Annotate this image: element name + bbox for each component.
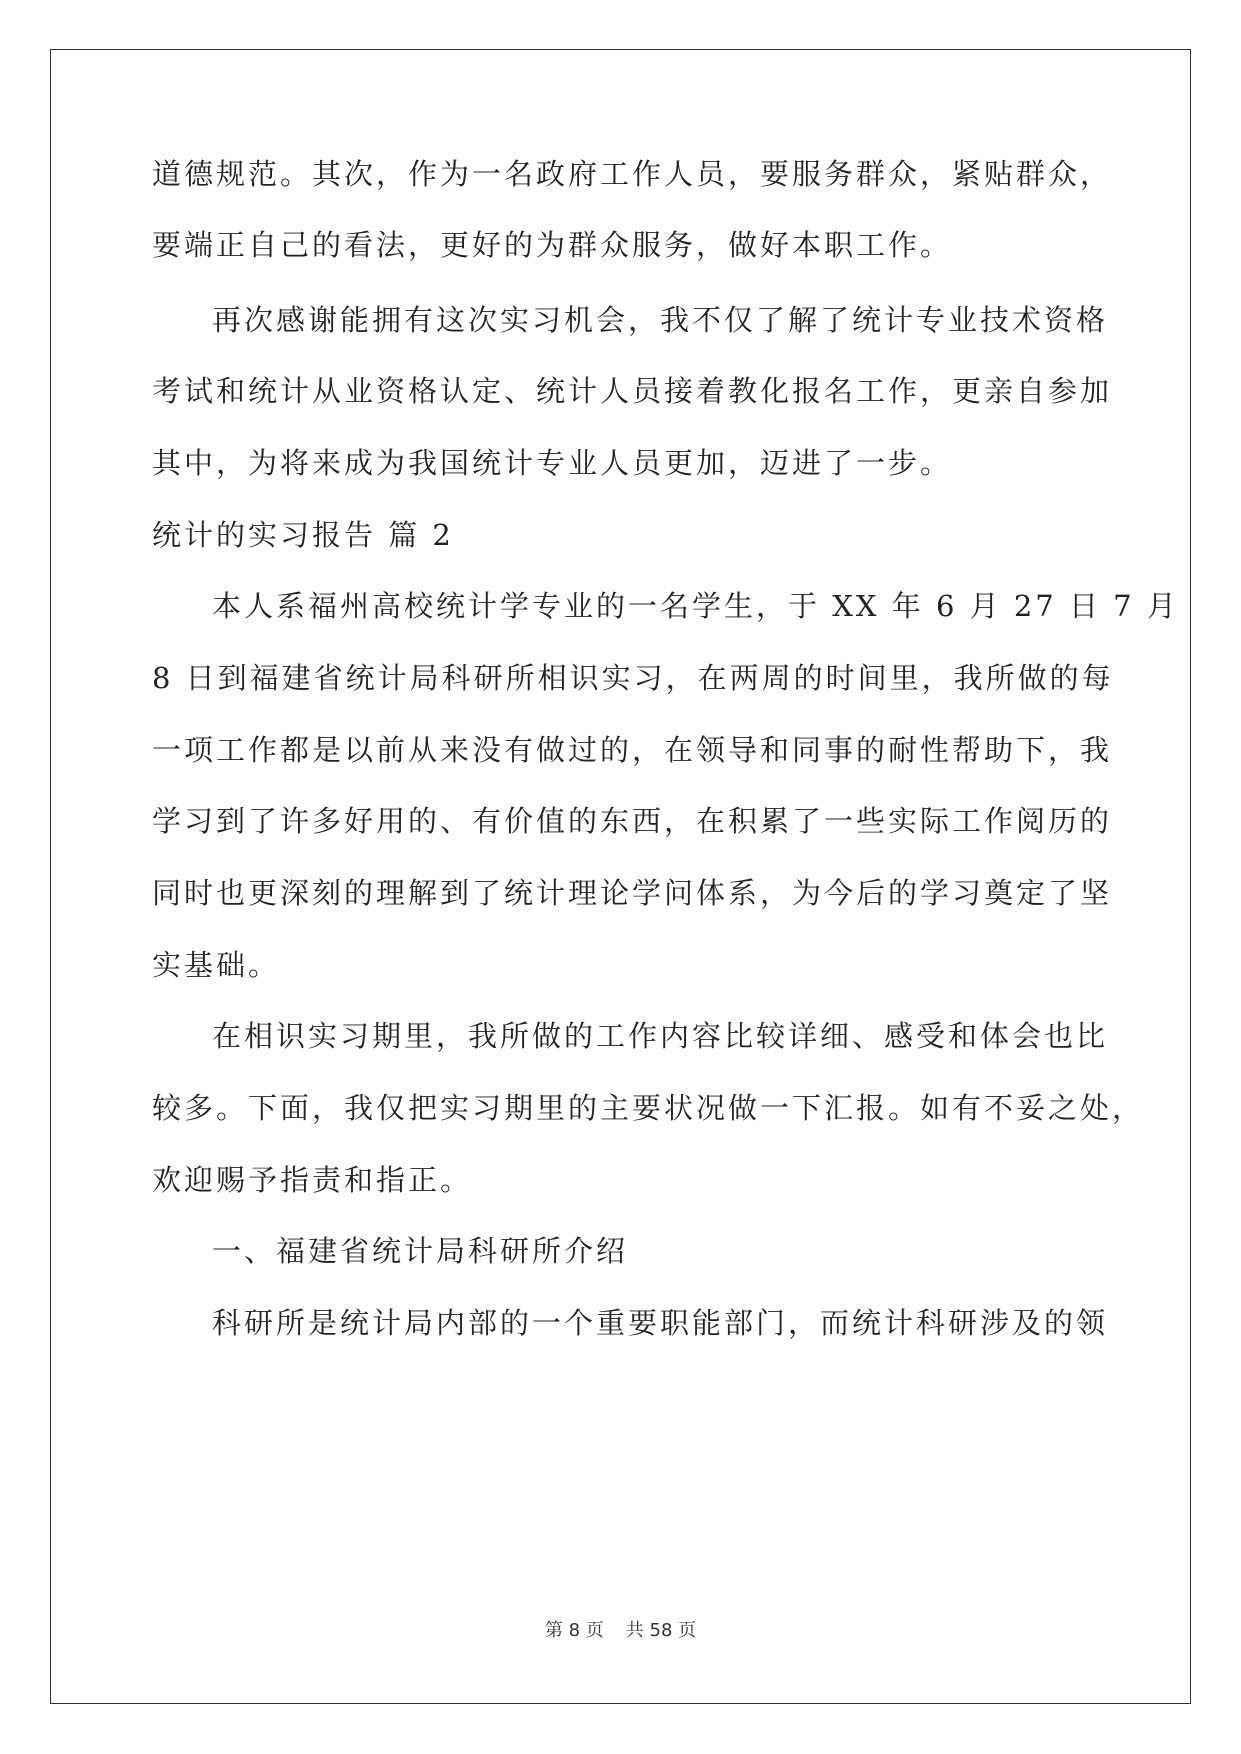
text-line: 一项工作都是以前从来没有做过的，在领导和同事的耐性帮助下，我 [152,733,1113,767]
page-total: 共 58 页 [625,1620,697,1641]
text-line: 本人系福州高校统计学专业的一名学生，于 XX 年 6 月 27 日 7 月 [212,589,1179,623]
page-footer [0,1616,1241,1642]
text-line: 其中，为将来成为我国统计专业人员更加，迈进了一步。 [152,446,953,480]
page-number: 第 8 页 [544,1620,604,1641]
text-line: 实基础。 [152,948,281,982]
text-line: 考试和统计从业资格认定、统计人员接着教化报名工作，更亲自参加 [152,374,1113,408]
text-line: 8 日到福建省统计局科研所相识实习，在两周的时间里，我所做的每 [152,661,1114,695]
text-line: 同时也更深刻的理解到了统计理论学问体系，为今后的学习奠定了坚 [152,876,1113,910]
text-line: 要端正自己的看法，更好的为群众服务，做好本职工作。 [152,228,953,262]
text-line: 较多。下面，我仅把实习期里的主要状况做一下汇报。如有不妥之处， [152,1091,1145,1125]
text-line: 科研所是统计局内部的一个重要职能部门，而统计科研涉及的领 [212,1306,1109,1340]
text-line: 在相识实习期里，我所做的工作内容比较详细、感受和体会也比 [212,1019,1109,1053]
subsection-heading: 一、福建省统计局科研所介绍 [212,1234,629,1268]
text-line: 欢迎赐予指责和指正。 [152,1163,473,1197]
text-line: 再次感谢能拥有这次实习机会，我不仅了解了统计专业技术资格 [212,303,1109,337]
text-line: 学习到了许多好用的、有价值的东西，在积累了一些实际工作阅历的 [152,804,1113,838]
text-line: 道德规范。其次，作为一名政府工作人员，要服务群众，紧贴群众， [152,157,1113,191]
section-heading: 统计的实习报告 篇 2 [152,518,454,552]
